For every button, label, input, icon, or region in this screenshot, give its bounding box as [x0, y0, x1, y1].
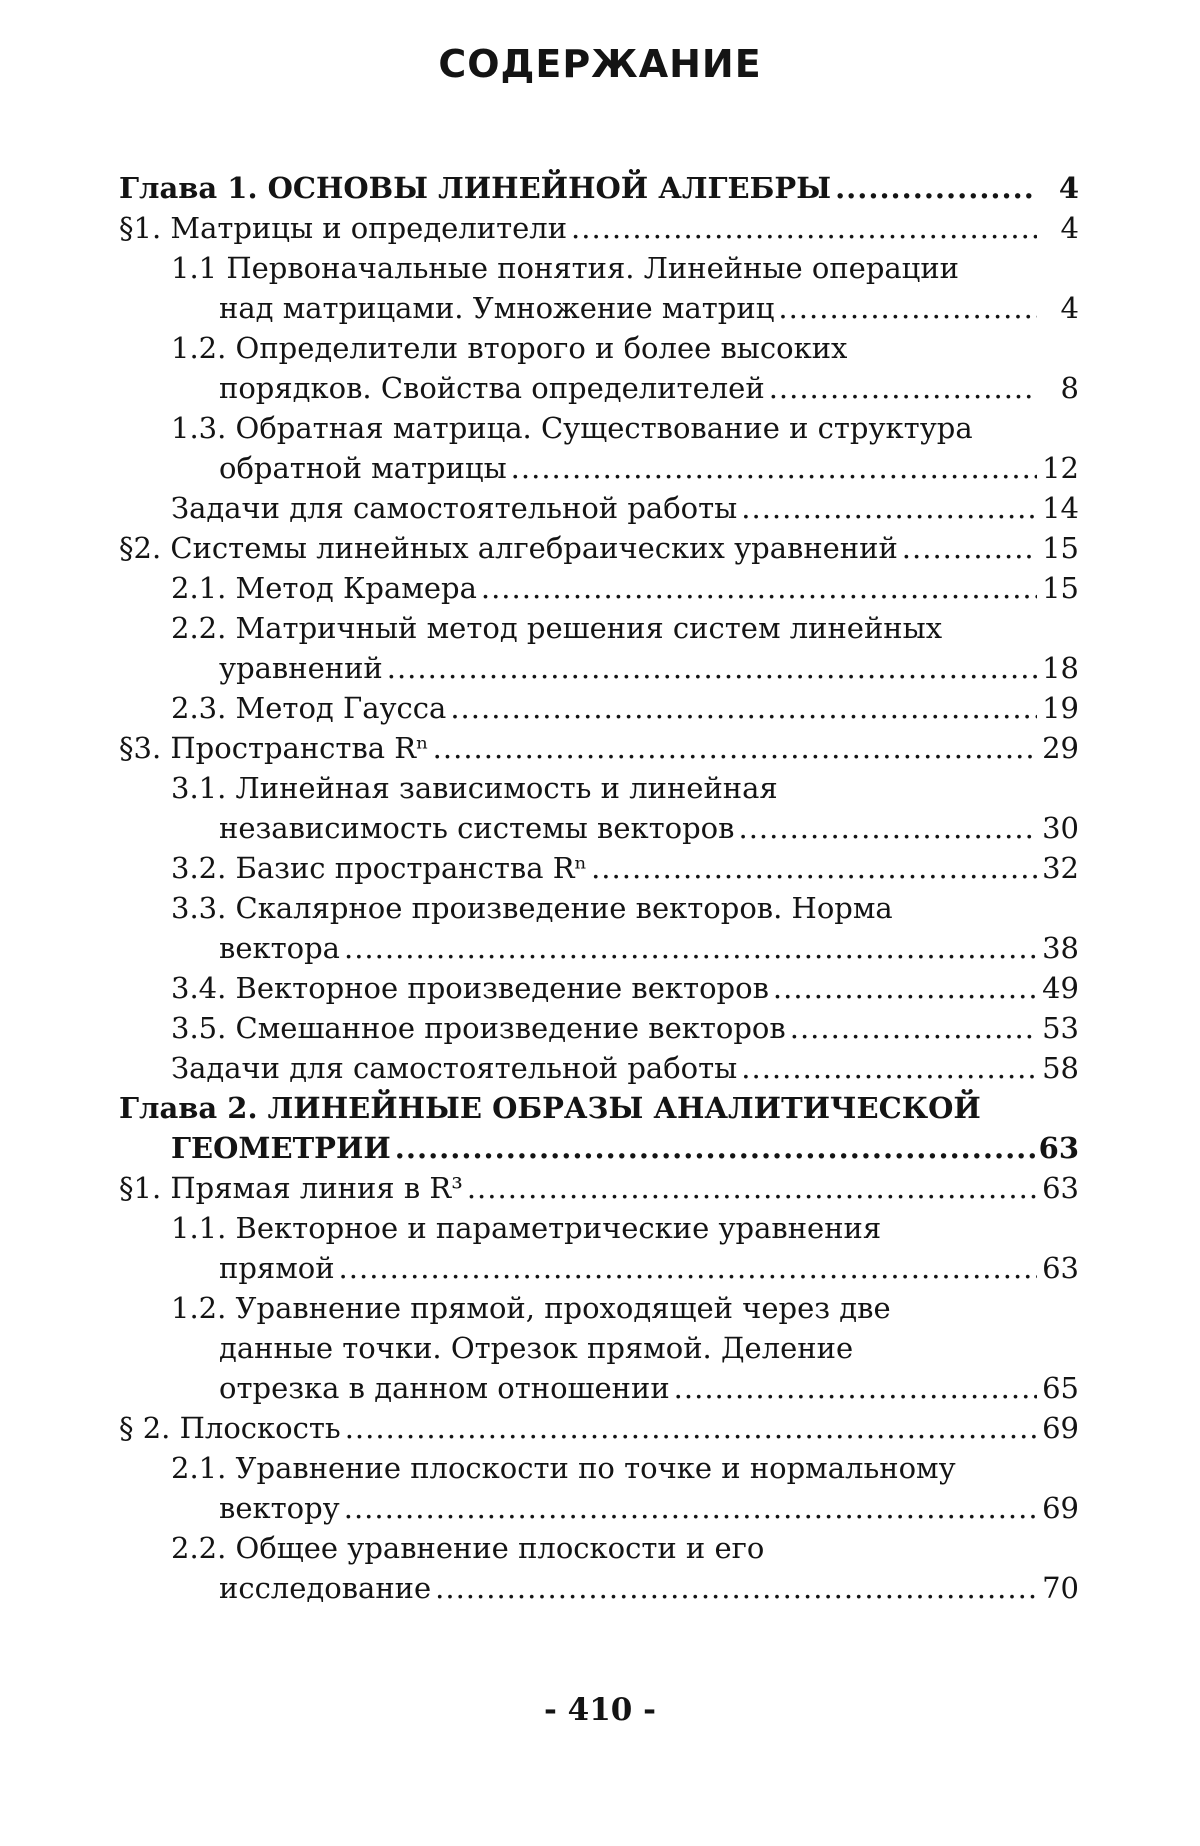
toc-entry-label: вектора [219, 931, 340, 965]
toc-page-number: 30 [1042, 811, 1079, 845]
toc-page-number: 15 [1042, 531, 1079, 565]
toc-subsection-3-5 [119, 1008, 1079, 1048]
dot-leader [741, 488, 1037, 528]
toc-page-number: 69 [1042, 1411, 1079, 1445]
toc-tasks-section-1 [119, 488, 1079, 528]
toc-subsection-1-2-line: 1.2. Определители второго и более высоких [171, 331, 848, 365]
toc-page-number: 12 [1042, 451, 1079, 485]
dot-leader [773, 968, 1037, 1008]
dot-leader [344, 928, 1037, 968]
toc-page-number: 29 [1042, 731, 1079, 765]
toc-page-number: 4 [1058, 171, 1079, 205]
toc-page-number: 63 [1042, 1251, 1079, 1285]
toc-ch2-subsection-1-2 [119, 1368, 1079, 1408]
toc-page-number: 65 [1042, 1371, 1079, 1405]
dot-leader [450, 688, 1037, 728]
toc-ch2-subsection-1-2-line-2: данные точки. Отрезок прямой. Деление [219, 1331, 854, 1365]
toc-entry-label: Глава 1. ОСНОВЫ ЛИНЕЙНОЙ АЛГЕБРЫ [119, 171, 832, 205]
dot-leader [902, 528, 1037, 568]
toc-subsection-3-3 [119, 928, 1079, 968]
toc-page-number: 38 [1042, 931, 1079, 965]
toc-page-number: 32 [1042, 851, 1079, 885]
toc-subsection-1-1 [119, 288, 1079, 328]
toc-page-number: 70 [1042, 1571, 1079, 1605]
toc-page-number: 53 [1042, 1011, 1079, 1045]
toc-ch2-subsection-1-1 [119, 1248, 1079, 1288]
toc-entry-label: ГЕОМЕТРИИ [171, 1131, 391, 1165]
toc-ch2-section-2 [119, 1408, 1079, 1448]
toc-subsection-1-2 [119, 368, 1079, 408]
dot-leader [345, 1408, 1037, 1448]
toc-chapter-1 [119, 168, 1079, 208]
toc-entry-label: § 2. Плоскость [119, 1411, 341, 1445]
toc-entry-label: Задачи для самостоятельной работы [171, 491, 738, 525]
toc-ch2-subsection-1-2-line: 1.2. Уравнение прямой, проходящей через две [171, 1291, 891, 1325]
toc-tasks-section-3 [119, 1048, 1079, 1088]
toc-entry-label: уравнений [219, 651, 383, 685]
dot-leader [835, 168, 1037, 208]
toc-entry-label: прямой [219, 1251, 335, 1285]
dot-leader [435, 1568, 1037, 1608]
toc-entry-label: Задачи для самостоятельной работы [171, 1051, 738, 1085]
toc-subsection-3-1 [119, 808, 1079, 848]
toc-entry-label: 3.2. Базис пространства Rⁿ [171, 851, 588, 885]
toc-page-number: 58 [1042, 1051, 1079, 1085]
toc-entry-label: порядков. Свойства определителей [219, 371, 765, 405]
toc-page-number: 8 [1060, 371, 1079, 405]
toc-page-number: 63 [1038, 1131, 1079, 1165]
dot-leader [769, 368, 1037, 408]
dot-leader [741, 1048, 1037, 1088]
toc-entry-label: вектору [219, 1491, 340, 1525]
toc-subsection-2-2 [119, 648, 1079, 688]
toc-subsection-2-1 [119, 568, 1079, 608]
dot-leader [344, 1488, 1037, 1528]
dot-leader [339, 1248, 1037, 1288]
toc-subsection-3-2 [119, 848, 1079, 888]
page-title: СОДЕРЖАНИЕ [438, 42, 762, 86]
dot-leader [674, 1368, 1037, 1408]
toc-subsection-2-3 [119, 688, 1079, 728]
toc-page-number: 15 [1042, 571, 1079, 605]
toc-entry-label: исследование [219, 1571, 432, 1605]
toc-entry-label: 2.1. Метод Крамера [171, 571, 477, 605]
toc-page-number: 69 [1042, 1491, 1079, 1525]
toc-chapter-2-line: Глава 2. ЛИНЕЙНЫЕ ОБРАЗЫ АНАЛИТИЧЕСКОЙ [119, 1091, 981, 1125]
toc-section-1 [119, 208, 1079, 248]
toc-page-number: 18 [1042, 651, 1079, 685]
toc-page-number: 4 [1060, 291, 1079, 325]
page-number: - 410 - [543, 1692, 657, 1728]
toc-ch2-subsection-2-2 [119, 1568, 1079, 1608]
toc-ch2-subsection-1-1-line: 1.1. Векторное и параметрические уравнения [171, 1211, 882, 1245]
dot-leader [738, 808, 1037, 848]
dot-leader [591, 848, 1037, 888]
toc-page-number: 19 [1042, 691, 1079, 725]
toc-entry-label: 2.3. Метод Гаусса [171, 691, 447, 725]
toc-entry-label: отрезка в данном отношении [219, 1371, 670, 1405]
toc-entry-label: 3.5. Смешанное произведение векторов [171, 1011, 786, 1045]
toc-ch2-subsection-2-2-line: 2.2. Общее уравнение плоскости и его [171, 1531, 765, 1565]
dot-leader [571, 208, 1037, 248]
toc-subsection-2-2-line: 2.2. Матричный метод решения систем линейных [171, 611, 943, 645]
dot-leader [481, 568, 1037, 608]
toc-chapter-2 [119, 1128, 1079, 1168]
toc-subsection-1-1-line: 1.1 Первоначальные понятия. Линейные операции [171, 251, 959, 285]
dot-leader [395, 1128, 1035, 1168]
toc-section-2 [119, 528, 1079, 568]
toc-subsection-3-1-line: 3.1. Линейная зависимость и линейная [171, 771, 778, 805]
toc-entry-label: независимость системы векторов [219, 811, 735, 845]
dot-leader [387, 648, 1037, 688]
toc-entry-label: §1. Матрицы и определители [119, 211, 568, 245]
toc-entry-label: обратной матрицы [219, 451, 507, 485]
dot-leader [778, 288, 1037, 328]
toc-section-3 [119, 728, 1079, 768]
toc-page-number: 4 [1060, 211, 1079, 245]
toc-entry-label: над матрицами. Умножение матриц [219, 291, 775, 325]
toc-entry-label: 3.4. Векторное произведение векторов [171, 971, 769, 1005]
toc-ch2-subsection-2-1-line: 2.1. Уравнение плоскости по точке и нормальному [171, 1451, 956, 1485]
dot-leader [433, 728, 1037, 768]
toc-subsection-1-3-line: 1.3. Обратная матрица. Существование и структура [171, 411, 973, 445]
toc-entry-label: §2. Системы линейных алгебраических уравнений [119, 531, 898, 565]
toc-page-number: 14 [1042, 491, 1079, 525]
toc-subsection-3-3-line: 3.3. Скалярное произведение векторов. Норма [171, 891, 893, 925]
dot-leader [467, 1168, 1037, 1208]
toc-entry-label: §3. Пространства Rⁿ [119, 731, 429, 765]
dot-leader [511, 448, 1037, 488]
toc-page-number: 63 [1042, 1171, 1079, 1205]
toc-ch2-subsection-2-1 [119, 1488, 1079, 1528]
toc-subsection-1-3 [119, 448, 1079, 488]
toc-entry-label: §1. Прямая линия в R³ [119, 1171, 463, 1205]
dot-leader [790, 1008, 1037, 1048]
table-of-contents [119, 168, 1079, 1608]
toc-subsection-3-4 [119, 968, 1079, 1008]
toc-page-number: 49 [1042, 971, 1079, 1005]
toc-ch2-section-1 [119, 1168, 1079, 1208]
